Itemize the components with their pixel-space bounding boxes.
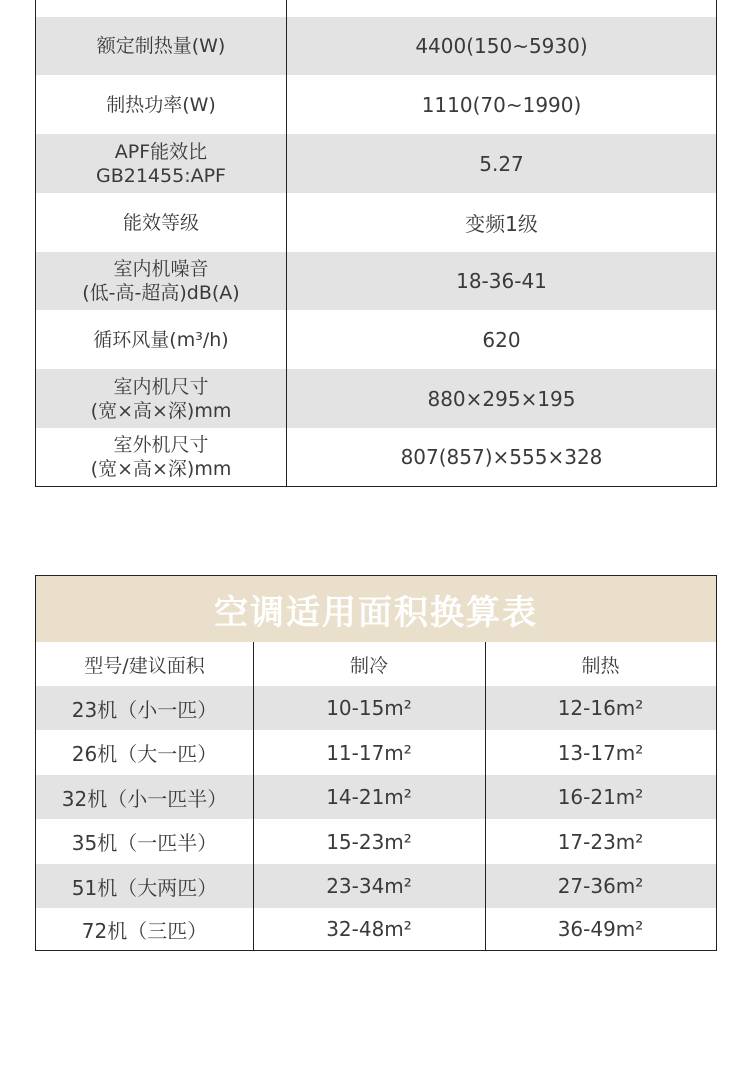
area-heating: 36-49m² [557, 917, 644, 941]
area-model: 32机（小一匹半） [61, 786, 228, 811]
area-cooling: 32-48m² [326, 917, 412, 941]
spec-label [36, 252, 287, 310]
spec-value: 变频1级 [465, 212, 538, 236]
area-cooling: 23-34m² [326, 874, 412, 898]
spec-value: 620 [482, 327, 521, 352]
spec-table-top-row [36, 0, 716, 17]
area-model: 51机（大两匹） [71, 875, 218, 900]
area-heating: 12-16m² [557, 696, 644, 720]
spec-row [36, 310, 716, 369]
area-heating: 16-21m² [557, 785, 644, 809]
spec-label [36, 134, 287, 193]
spec-label-line: APF能效比 [114, 140, 208, 163]
header-heating: 制热 [581, 654, 620, 677]
spec-value: 18-36-41 [456, 269, 547, 293]
area-cooling: 15-23m² [326, 829, 412, 854]
spec-label-line: (低-高-超高)dB(A) [82, 282, 240, 304]
spec-label-line: GB21455:APF [96, 164, 226, 187]
area-cooling: 14-21m² [326, 785, 412, 809]
area-model: 35机（一匹半） [71, 831, 218, 855]
spec-label-line: (宽×高×深)mm [90, 399, 232, 422]
spec-label-line: 制热功率(W) [106, 93, 216, 116]
spec-label-line: (宽×高×深)mm [90, 458, 232, 480]
spec-row [36, 428, 716, 486]
area-table-row [36, 775, 716, 819]
spec-value: 1110(70~1990) [421, 92, 582, 117]
spec-label [36, 310, 287, 369]
spec-row [36, 134, 716, 193]
spec-row [36, 369, 716, 428]
area-cooling: 11-17m² [326, 740, 412, 765]
spec-label [36, 75, 287, 134]
spec-label-line: 额定制热量(W) [96, 35, 226, 57]
spec-label-line: 室内机噪音 [113, 258, 209, 280]
column-divider [253, 642, 254, 950]
spec-row [36, 193, 716, 252]
area-model: 72机（三匹） [81, 918, 208, 943]
spec-label-line: 能效等级 [122, 211, 199, 234]
spec-label [36, 17, 287, 75]
spec-label-line: 室内机尺寸 [113, 375, 209, 398]
spec-value: 880×295×195 [427, 386, 576, 411]
area-table-row [36, 730, 716, 775]
spec-value: 807(857)×555×328 [400, 445, 603, 469]
area-table-row [36, 819, 716, 864]
spec-value: 4400(150~5930) [415, 34, 588, 58]
spec-value: 5.27 [479, 151, 524, 176]
spec-row [36, 75, 716, 134]
spec-table-top-cell [36, 0, 287, 17]
area-heating: 17-23m² [557, 829, 644, 854]
area-model: 23机（小一匹） [71, 697, 218, 722]
column-divider [485, 642, 486, 950]
area-table-row [36, 908, 716, 950]
area-table-row [36, 864, 716, 908]
spec-table [35, 0, 717, 487]
area-table [35, 575, 717, 951]
spec-label [36, 428, 287, 486]
area-model: 26机（大一匹） [71, 742, 218, 766]
area-heating: 27-36m² [557, 874, 644, 898]
area-heating: 13-17m² [557, 740, 644, 765]
spec-row [36, 17, 716, 75]
header-model: 型号/建议面积 [84, 654, 205, 677]
spec-label [36, 193, 287, 252]
spec-label [36, 369, 287, 428]
spec-label-line: 室外机尺寸 [113, 434, 209, 456]
area-cooling: 10-15m² [326, 696, 412, 720]
header-cooling: 制冷 [349, 654, 388, 677]
area-table-header [36, 642, 716, 686]
spec-row [36, 252, 716, 310]
area-table-title: 空调适用面积换算表 [36, 576, 716, 642]
spec-label-line: 循环风量(m³/h) [93, 328, 229, 351]
area-table-row [36, 686, 716, 730]
